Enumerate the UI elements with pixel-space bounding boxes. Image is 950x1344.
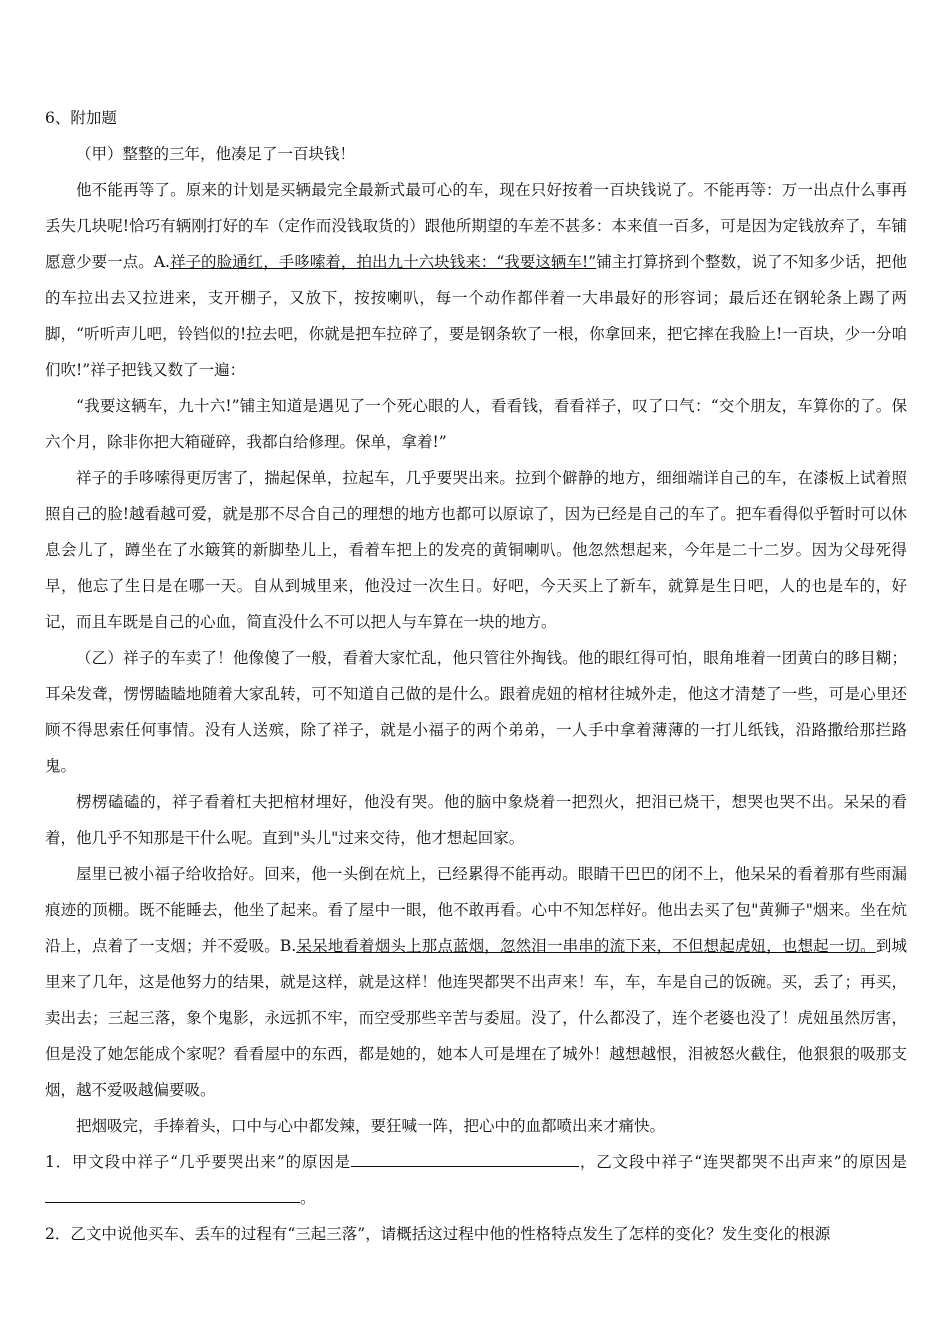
part-b-paragraph-2: 楞楞磕磕的，祥子看着杠夫把棺材埋好，他没有哭。他的脑中象烧着一把烈火，把泪已烧干，想哭也哭不出。呆呆的看着，他几乎不知那是干什么呢。直到"头儿"过来交待，他才想起回家。 xyxy=(45,793,907,847)
part-a-p1-text-after: 铺主打算挤到个整数，说了不知多少话，把他的车拉出去又拉进来，支开棚子，又放下，按按喇叭，每一个动作都伴着一大串最好的形容词；最后还在钢轮条上踢了两脚，“听听声儿吧，铃铛似的!拉去吧，你就是把车拉碎了，要是钢条软了一根，你拿回来，把它摔在我脸上!一百块，少一分咱们吹!”祥子把钱又数了一遍： xyxy=(45,253,907,379)
answer-blank-2[interactable] xyxy=(45,1184,300,1203)
question-1-end: 。 xyxy=(300,1189,316,1207)
question-1 xyxy=(45,1144,907,1216)
answer-blank-1[interactable] xyxy=(351,1148,579,1167)
part-b-p3-text-before: 屋里已被小福子给收拾好。回来，他一头倒在炕上，已经累得不能再动。眼睛干巴巴的闭不上，他呆呆的看着那有些雨漏痕迹的顶棚。既不能睡去，他坐了起来。看了屋中一眼，他不敢再看。心中不知怎样好。他出去买了包"黄狮子"烟来。坐在炕沿上，点着了一支烟；并不爱吸。 xyxy=(45,865,907,955)
question-2: 2．乙文中说他买车、丢车的过程有“三起三落”，请概括这过程中他的性格特点发生了怎样的变化？发生变化的根源 xyxy=(45,1225,831,1243)
underlined-sentence-b: 呆呆地看着烟头上那点蓝烟，忽然泪一串串的流下来，不但想起虎妞，也想起一切。 xyxy=(296,937,876,955)
part-b-paragraph-3 xyxy=(45,856,907,1108)
part-a-paragraph-1 xyxy=(45,172,907,388)
part-b-p3-text-after: 到城里来了几年，这是他努力的结果，就是这样，就是这样！他连哭都哭不出声来！车，车，车是自己的饭碗。买，丢了；再买，卖出去；三起三落，象个鬼影，永远抓不牢，而空受那些辛苦与委屈。没了，什么都没了，连个老婆也没了！虎妞虽然厉害，但是没了她怎能成个家呢？看看屋中的东西，都是她的，她本人可是埋在了城外！越想越恨，泪被怒火截住，他狠狠的吸那支烟，越不爱吸越偏要吸。 xyxy=(45,937,907,1099)
part-a-paragraph-3: 祥子的手哆嗦得更厉害了，揣起保单，拉起车，几乎要哭出来。拉到个僻静的地方，细细端详自己的车，在漆板上试着照照自己的脸!越看越可爱，就是那不尽合自己的理想的地方也都可以原谅了，因为已经是自己的车了。把车看得似乎暂时可以休息会儿了，蹲坐在了水簸箕的新脚垫儿上，看着车把上的发亮的黄铜喇叭。他忽然想起来，今年是二十二岁。因为父母死得早，他忘了生日是在哪一天。自从到城里来，他没过一次生日。好吧，今天买上了新车，就算是生日吧，人的也是车的，好记，而且车既是自己的心血，简直没什么不可以把人与车算在一块的地方。 xyxy=(45,469,907,631)
marker-a: A. xyxy=(153,253,170,271)
part-a-paragraph-2: “我要这辆车，九十六!”铺主知道是遇见了一个死心眼的人，看看钱，看看祥子，叹了口气：“交个朋友，车算你的了。保六个月，除非你把大箱碰碎，我都白给修理。保单，拿着!” xyxy=(45,397,907,451)
marker-b: B. xyxy=(279,937,297,955)
part-a-p1-text-before: 他不能再等了。原来的计划是买辆最完全最新式最可心的车，现在只好按着一百块钱说了。不能再等：万一出点什么事再丢失几块呢!恰巧有辆刚打好的车（定作而没钱取货的）跟他所期望的车差不甚多：本来值一百多，可是因为定钱放弃了，车铺愿意少要一点。 xyxy=(45,181,907,271)
section-heading: 6、附加题 xyxy=(45,109,117,127)
part-b-paragraph-1: （乙）祥子的车卖了！他像傻了一般，看着大家忙乱，他只管往外掏钱。他的眼红得可怕，眼角堆着一团黄白的眵目糊；耳朵发聋，愣愣瞌瞌地随着大家乱转，可不知道自己做的是什么。跟着虎妞的棺材往城外走，他这才清楚了一些，可是心里还顾不得思索任何事情。没有人送殡，除了祥子，就是小福子的两个弟弟，一人手中拿着薄薄的一打儿纸钱，沿路撒给那拦路鬼。 xyxy=(45,649,907,775)
part-a-title: （甲）整整的三年，他凑足了一百块钱！ xyxy=(76,145,356,163)
underlined-sentence-a: 祥子的脸通红，手哆嗦着，拍出九十六块钱来：“我要这辆车!” xyxy=(169,253,597,271)
part-b-paragraph-4: 把烟吸完，手捧着头，口中与心中都发辣，要狂喊一阵，把心中的血都喷出来才痛快。 xyxy=(76,1117,666,1135)
question-1-text-b: ，乙文段中祥子“连哭都哭不出声来”的原因是 xyxy=(579,1153,907,1171)
question-1-text-a: 1．甲文段中祥子“几乎要哭出来”的原因是 xyxy=(45,1153,352,1171)
document-content xyxy=(45,100,907,1252)
